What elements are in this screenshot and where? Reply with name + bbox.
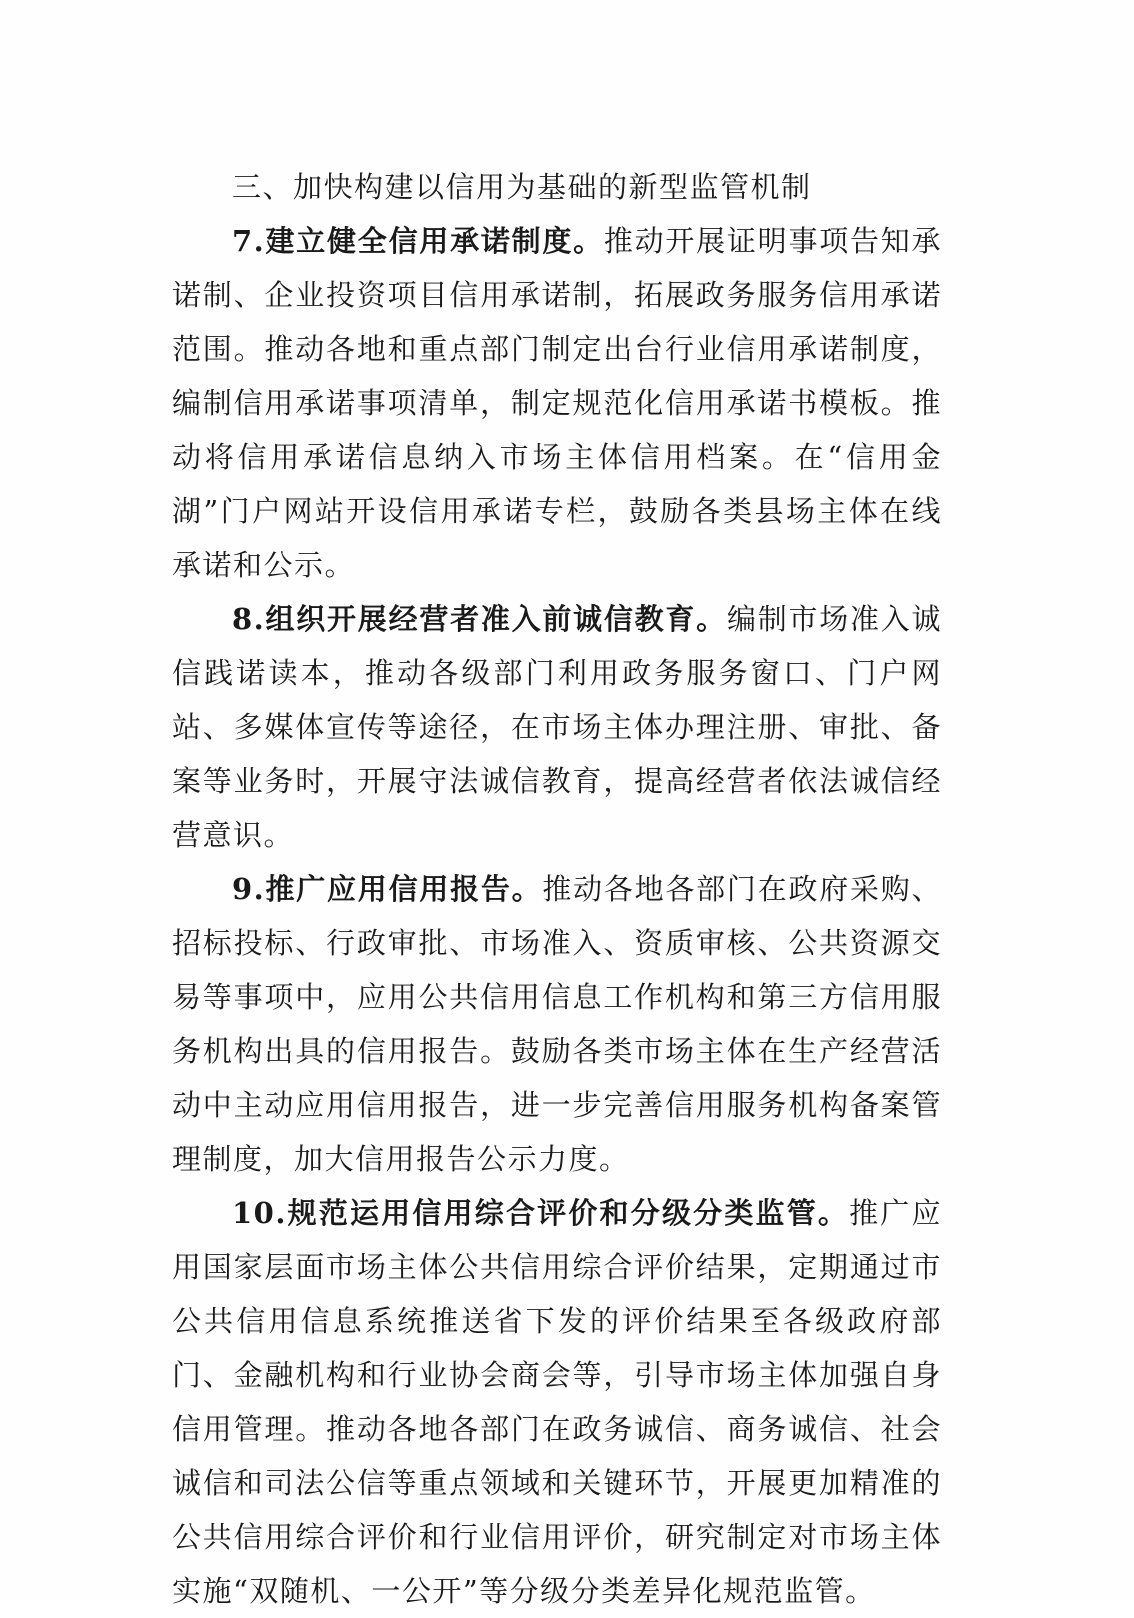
item-body: 推动各地各部门在政府采购、招标投标、行政审批、市场准入、资质审核、公共资源交易等事项中，应用公共信用信息工作机构和第三方信用服务机构出具的信用报告。鼓励各类市场主体在生产经营活动中主动应用信用报告，进一步完善信用服务机构备案管理制度，加大信用报告公示力度。 [172, 872, 942, 1176]
item-title: 10.规范运用信用综合评价和分级分类监管。 [232, 1196, 850, 1230]
item-body: 编制市场准入诚信践诺读本，推动各级部门利用政务服务窗口、门户网站、多媒体宣传等途径，在市场主体办理注册、审批、备案等业务时，开展守法诚信教育，提高经营者依法诚信经营意识。 [172, 602, 942, 852]
section-heading: 三、加快构建以信用为基础的新型监管机制 [232, 170, 812, 204]
item-paragraph [172, 1186, 942, 1618]
item-title: 9.推广应用信用报告。 [232, 872, 543, 906]
item-body: 推广应用国家层面市场主体公共信用综合评价结果，定期通过市公共信用信息系统推送省下发的评价结果至各级政府部门、金融机构和行业协会商会等，引导市场主体加强自身信用管理。推动各地各部门在政务诚信、商务诚信、社会诚信和司法公信等重点领域和关键环节，开展更加精准的公共信用综合评价和行业信用评价，研究制定对市场主体实施“双随机、一公开”等分级分类差异化规范监管。 [172, 1196, 942, 1608]
item-title: 8.组织开展经营者准入前诚信教育。 [232, 602, 727, 636]
item-body: 推动开展证明事项告知承诺制、企业投资项目信用承诺制，拓展政务服务信用承诺范围。推动各地和重点部门制定出台行业信用承诺制度，编制信用承诺事项清单，制定规范化信用承诺书模板。推动将信用承诺信息纳入市场主体信用档案。在“信用金湖”门户网站开设信用承诺专栏，鼓励各类县场主体在线承诺和公示。 [172, 224, 942, 582]
item-title: 7.建立健全信用承诺制度。 [232, 224, 604, 258]
item-paragraph [172, 862, 942, 1186]
document-body [172, 160, 942, 1618]
item-paragraph [172, 214, 942, 592]
item-paragraph [172, 592, 942, 862]
